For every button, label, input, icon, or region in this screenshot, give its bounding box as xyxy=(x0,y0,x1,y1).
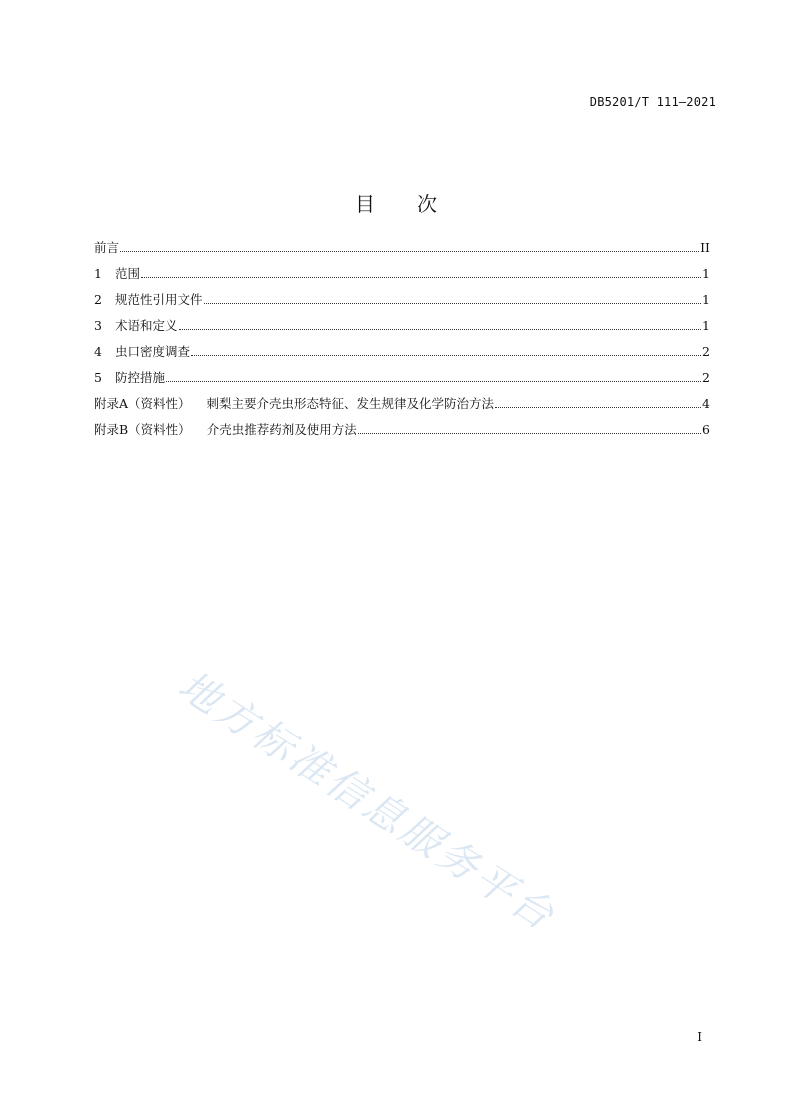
toc-entry-label: 规范性引用文件 xyxy=(115,292,203,307)
page-number: I xyxy=(697,1030,702,1044)
toc-entry-page: 4 xyxy=(702,396,710,411)
toc-entry-foreword[interactable] xyxy=(94,238,710,264)
toc-entry-number: 2 xyxy=(94,292,102,307)
toc-entry-label: 前言 xyxy=(94,240,120,255)
dot-leader xyxy=(191,346,701,356)
toc-entry-appendix-a[interactable] xyxy=(94,394,710,420)
toc-entry-page: 1 xyxy=(702,266,710,281)
toc-entry-normative-references[interactable] xyxy=(94,290,710,316)
toc-entry-page: 1 xyxy=(702,292,710,307)
toc-entry-page: 6 xyxy=(702,422,710,437)
dot-leader xyxy=(495,398,701,408)
toc-entry-scope[interactable] xyxy=(94,264,710,290)
toc-entry-control-measures[interactable] xyxy=(94,368,710,394)
dot-leader xyxy=(141,268,701,278)
dot-leader xyxy=(179,320,702,330)
toc-entry-label: 术语和定义 xyxy=(115,318,178,333)
appendix-label: 附录B（资料性） xyxy=(94,422,191,437)
toc-entry-number: 3 xyxy=(94,318,102,333)
appendix-title: 刺梨主要介壳虫形态特征、发生规律及化学防治方法 xyxy=(206,396,495,411)
title-char-1: 目 xyxy=(355,192,375,217)
toc-entry-number: 4 xyxy=(94,344,102,359)
title-char-2: 次 xyxy=(417,192,437,217)
table-of-contents xyxy=(94,238,710,446)
document-code: DB5201/T 111—2021 xyxy=(589,95,716,109)
dot-leader xyxy=(358,424,701,434)
toc-entry-number: 1 xyxy=(94,266,102,281)
toc-entry-terms-definitions[interactable] xyxy=(94,316,710,342)
dot-leader xyxy=(166,372,701,382)
dot-leader xyxy=(204,294,702,304)
toc-entry-page: II xyxy=(700,240,710,255)
toc-entry-label xyxy=(94,394,494,412)
toc-entry-page: 2 xyxy=(702,370,710,385)
toc-entry-label: 防控措施 xyxy=(115,370,166,385)
toc-entry-label: 虫口密度调查 xyxy=(115,344,191,359)
toc-entry-number: 5 xyxy=(94,370,102,385)
toc-entry-page: 2 xyxy=(702,344,710,359)
appendix-title: 介壳虫推荐药剂及使用方法 xyxy=(206,422,357,437)
page-title xyxy=(0,188,792,217)
toc-entry-page: 1 xyxy=(702,318,710,333)
dot-leader xyxy=(120,242,699,252)
watermark: 地方标准信息服务平台 xyxy=(170,662,565,941)
toc-entry-label xyxy=(94,420,357,438)
toc-entry-density-survey[interactable] xyxy=(94,342,710,368)
toc-entry-appendix-b[interactable] xyxy=(94,420,710,446)
appendix-label: 附录A（资料性） xyxy=(94,396,191,411)
toc-entry-label: 范围 xyxy=(115,266,141,281)
